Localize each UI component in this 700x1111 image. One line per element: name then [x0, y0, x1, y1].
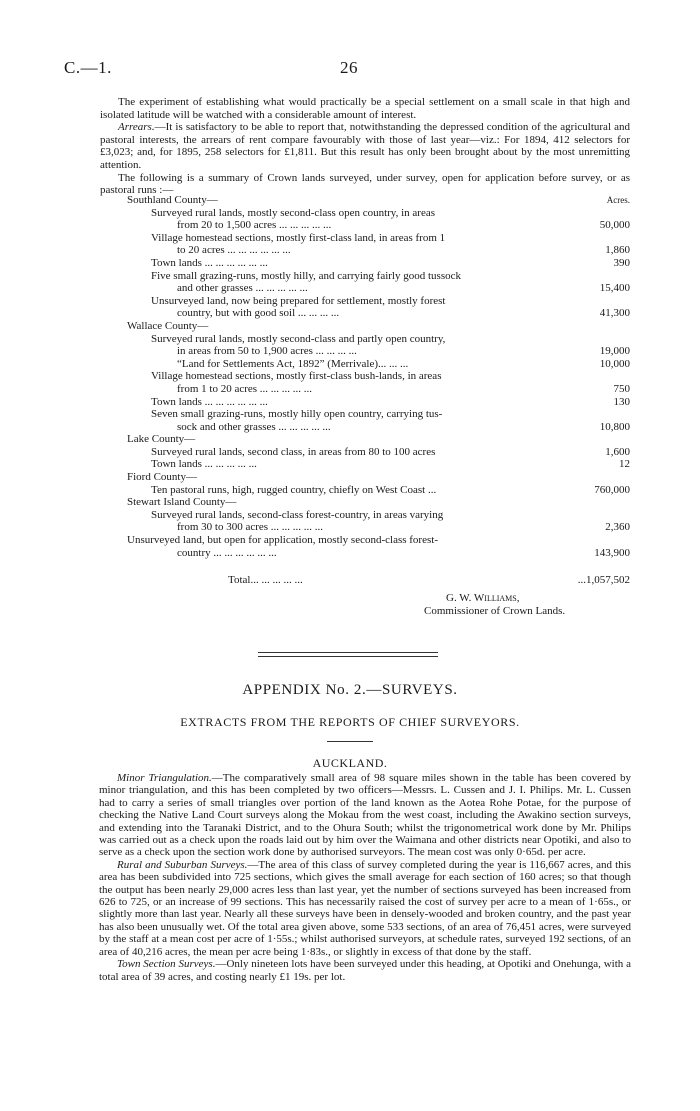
surveys-text — [99, 772, 631, 983]
table-row-value: 10,800 — [599, 420, 630, 433]
table-row — [100, 421, 630, 434]
table-row-value: 760,000 — [594, 483, 630, 496]
document-reference: C.—1. — [64, 58, 112, 77]
paragraph-body: —The comparatively small area of 98 square miles shown in the table has been covered by minor triangulation, and this has been completed by two officers—Messrs. L. Cussen and J. I. Philips. Mr. L. Cussen had to carry a series of small triangles over portion of the land known as the Aotea Rohe Potae, for the purpose of checking the Native Land Court surveys along the Mokau from the west coast, including the Awakino section surveys, and extending into the Taranaki District, and to the Ohura South; whilst the trigonometrical work done by Mr. Philips was carried out as a check upon the roads laid out by him over the Waimana and other districts near Opotiki, and also to serve as a check upon the section work done by authorised surveyors. The mean cost was only 0·65d. per acre. — [99, 772, 631, 859]
paragraph-body: —Only nineteen lots have been surveyed under this heading, at Opotiki and Onehunga, with a total area of 39 acres, and costing nearly £1 19s. per lot. — [99, 958, 631, 983]
paragraph-town-surveys — [99, 958, 631, 983]
table-row-value: 390 — [613, 256, 630, 269]
total-row — [100, 574, 630, 587]
table-row — [100, 509, 630, 522]
table-row-value: 143,900 — [594, 546, 630, 559]
table-row-value: 41,300 — [599, 307, 630, 320]
paragraph-label: Minor Triangulation. — [117, 772, 212, 784]
section-heading: AUCKLAND. — [312, 756, 388, 770]
table-row-text: and other grasses ... ... ... ... ... — [177, 282, 308, 295]
paragraph-label: Rural and Suburban Surveys. — [117, 858, 248, 871]
table-row — [100, 496, 630, 509]
table-row — [100, 345, 630, 358]
table-row-value: 750 — [613, 382, 630, 395]
table-row-text: Unsurveyed land, but open for application, mostly second-class forest- — [127, 534, 438, 547]
table-row-value: 15,400 — [599, 282, 630, 295]
table-row-text: Surveyed rural lands, mostly second-class open country, in areas — [151, 206, 435, 219]
signature-block — [424, 592, 644, 617]
table-row-value: 2,360 — [605, 521, 630, 534]
table-row-text: Ten pastoral runs, high, rugged country, chiefly on West Coast ... — [151, 483, 437, 496]
table-row-text: Wallace County— — [127, 319, 209, 332]
table-row-text: Stewart Island County— — [127, 496, 237, 509]
table-row — [100, 244, 630, 257]
table-row — [100, 207, 630, 220]
table-row — [100, 458, 630, 471]
table-row-value: 1,860 — [605, 244, 630, 257]
table-row-text: Lake County— — [127, 433, 196, 446]
table-row — [100, 307, 630, 320]
table-row-text: from 1 to 20 acres ... ... ... ... ... — [177, 382, 313, 395]
table-row-text: Village homestead sections, mostly first-class land, in areas from 1 — [151, 231, 446, 244]
intro-text — [100, 96, 630, 197]
table-row-text: Southland County— — [127, 194, 218, 206]
table-row — [100, 295, 630, 308]
table-row — [100, 521, 630, 534]
signature-title: Commissioner of Crown Lands. — [424, 604, 566, 617]
table-row-value: 130 — [613, 395, 630, 408]
arrears-label: Arrears. — [118, 121, 155, 134]
table-row — [100, 547, 630, 560]
total-label: Total... ... ... ... ... — [228, 574, 303, 586]
table-row-text: Town lands ... ... ... ... ... — [151, 458, 257, 471]
table-row-text: Unsurveyed land, now being prepared for settlement, mostly forest — [151, 294, 446, 307]
table-row-text: country, but with good soil ... ... ... ... — [177, 307, 340, 320]
table-row — [100, 333, 630, 346]
paragraph-rural-surveys — [99, 859, 631, 958]
page-number: 26 — [340, 58, 358, 77]
intro-paragraph-2: Arrears.—It is satisfactory to be able to report that, notwithstanding the depressed condition of the agricultural and pastoral interests, the arrears of rent compare favourably with those of last year—viz.: For 1894, 412 selectors for £3,023; and, for 1895, 258 selectors for £1,811. But this result has only been brought about by the most unremitting attention. — [100, 121, 630, 171]
table-row — [100, 219, 630, 232]
table-row-text: “Land for Settlements Act, 1892” (Merrivale)... ... ... — [177, 357, 409, 370]
table-row — [100, 433, 630, 446]
paragraph-body: —The area of this class of survey completed during the year is 116,667 acres, and this area has been subdivided into 725 sections, which gives the small average for each section of 160 acres; so that though the output has been nearly 29,000 acres less than last year, yet the number of sections surveyed has been increased from 626 to 725, or an increase of 99 sections. This has necessarily raised the cost of survey per acre to a mean of 1·65s., or slightly more than last year. Nearly all these surveys have been in densely-wooded and broken country, and the past year has also been unusually wet. Of the total area given above, some 533 sections, of an area of 76,451 acres, were surveyed by the staff at a mean cost per acre of 1·55s.; whilst authorised surveyors, at schedule rates, surveyed 192 sections, of an area of 40,216 acres, the mean per acre being 1·83s., or slightly in excess of that done by the staff. — [99, 858, 631, 958]
table-row-value: 50,000 — [599, 219, 630, 232]
table-row-text: Town lands ... ... ... ... ... ... — [151, 256, 268, 269]
table-row — [100, 358, 630, 371]
table-row — [100, 232, 630, 245]
table-row — [100, 408, 630, 421]
table-row-value: 1,600 — [605, 445, 630, 458]
table-row-text: sock and other grasses ... ... ... ... ... — [177, 420, 331, 433]
divider-rule-bottom — [258, 656, 438, 657]
acres-column-header: Acres. — [606, 195, 630, 205]
table-row-text: Surveyed rural lands, mostly second-class and partly open country, — [151, 332, 446, 345]
table-row — [100, 484, 630, 497]
intro-paragraph-1: The experiment of establishing what would practically be a special settlement on a small scale in that high and isolated latitude will be watched with a considerable amount of interest. — [100, 96, 630, 121]
table-row — [100, 383, 630, 396]
table-header-row — [100, 194, 630, 207]
table-row — [100, 396, 630, 409]
table-row-text: Fiord County— — [127, 471, 197, 484]
crown-lands-table — [100, 194, 630, 559]
table-row-text: in areas from 50 to 1,900 acres ... ... ... ... — [177, 345, 357, 358]
table-row — [100, 257, 630, 270]
table-row-text: from 30 to 300 acres ... ... ... ... ... — [177, 521, 324, 534]
table-row — [100, 534, 630, 547]
table-row-text: Surveyed rural lands, second-class forest-country, in areas varying — [151, 508, 444, 521]
table-row-text: from 20 to 1,500 acres ... ... ... ... ... — [177, 219, 332, 232]
appendix-subtitle: EXTRACTS FROM THE REPORTS OF CHIEF SURVEYORS. — [180, 715, 520, 729]
table-row-text: country ... ... ... ... ... ... — [177, 546, 277, 559]
table-row-text: Surveyed rural lands, second class, in areas from 80 to 100 acres — [151, 445, 436, 458]
paragraph-label: Town Section Surveys. — [117, 958, 216, 971]
table-row — [100, 446, 630, 459]
table-row-value: 12 — [619, 458, 630, 471]
table-row-text: Village homestead sections, mostly first-class bush-lands, in areas — [151, 370, 442, 383]
table-row — [100, 471, 630, 484]
table-row — [100, 282, 630, 295]
table-row-value: 10,000 — [599, 357, 630, 370]
table-row-text: Five small grazing-runs, mostly hilly, and carrying fairly good tussock — [151, 269, 461, 282]
arrears-text: It is satisfactory to be able to report that, notwithstanding the depressed condition of the agricultural and pastoral interests, the arrears of rent compare favourably with those of last year—viz.: For 1894, 412 selectors for £3,023; and, for 1895, 258 selectors for £1,811. But this result has only been brought about by the most unremitting attention. — [100, 121, 630, 171]
signature-name: G. W. Williams, — [446, 592, 520, 604]
short-divider — [327, 741, 373, 742]
table-row-value: 19,000 — [599, 345, 630, 358]
appendix-title: APPENDIX No. 2.—SURVEYS. — [242, 682, 458, 698]
table-row — [100, 270, 630, 283]
table-row-text: Seven small grazing-runs, mostly hilly open country, carrying tus- — [151, 408, 443, 421]
divider-rule-top — [258, 652, 438, 653]
table-row-text: Town lands ... ... ... ... ... ... — [151, 395, 268, 408]
table-row — [100, 370, 630, 383]
total-value: ...1,057,502 — [577, 574, 630, 586]
table-row-text: to 20 acres ... ... ... ... ... ... — [177, 244, 291, 257]
intro-paragraph-3: The following is a summary of Crown lands surveyed, under survey, open for application before survey, or as pastoral runs :— — [100, 171, 630, 197]
paragraph-minor-triangulation — [99, 772, 631, 859]
table-row — [100, 320, 630, 333]
